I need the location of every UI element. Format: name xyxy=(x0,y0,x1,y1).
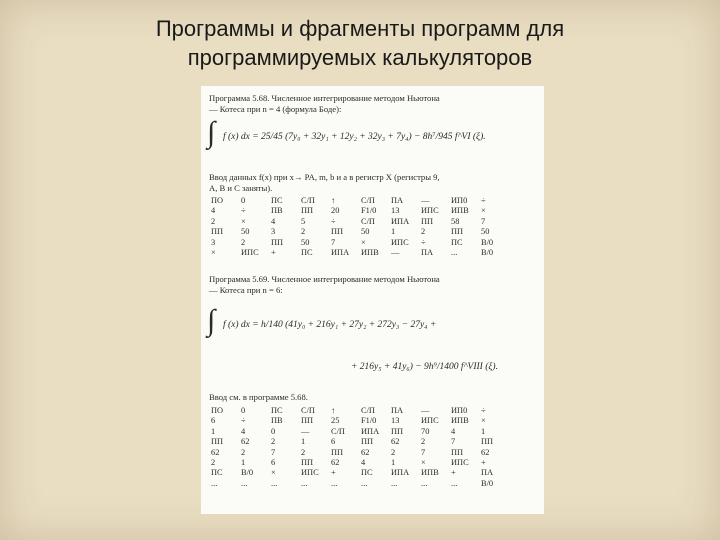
code-cell: ИПВ xyxy=(451,206,469,216)
code-cell: 50 xyxy=(481,227,490,237)
prog2-heading-line-1: Программа 5.69. Численное интегрирование методом Ньютона xyxy=(209,274,440,284)
prog2-input-line: Ввод см. в программе 5.68. xyxy=(209,392,308,402)
code-cell: ПС xyxy=(271,196,283,205)
code-cell: ÷ xyxy=(481,196,486,205)
prog2-formula-line-1: f (x) dx = h/140 (41y₀ + 216y₁ + 27y₂ + 272y₃ − 27y₄ + xyxy=(223,320,437,330)
code-cell: ПП xyxy=(451,447,464,457)
prog1-formula: f (x) dx = 25/45 (7y₀ + 32y₁ + 12y₂ + 32y₃ + 7y₄) − 8h⁷/945 f^VI (ξ). xyxy=(223,132,486,142)
code-row xyxy=(211,416,538,426)
prog2-formula-line-2: + 216y₅ + 41y₆) − 9h⁹/1400 f^VIII (ξ). xyxy=(351,362,498,372)
code-cell: 13 xyxy=(391,206,400,216)
code-cell: ПА xyxy=(391,406,404,415)
code-cell: В/0 xyxy=(241,468,254,478)
code-cell: ПА xyxy=(391,196,404,205)
code-cell: + xyxy=(481,457,486,467)
code-cell: ИПС xyxy=(301,468,319,478)
prog1-heading-line-1: Программа 5.68. Численное интегрирование методом Ньютона xyxy=(209,93,440,103)
code-cell: × xyxy=(481,416,486,426)
code-cell: ПП xyxy=(481,437,494,447)
code-cell: 2 xyxy=(391,447,396,457)
code-cell: В/0 xyxy=(481,237,494,247)
code-row xyxy=(211,196,538,206)
code-cell: ИПВ xyxy=(451,416,469,426)
code-cell: 62 xyxy=(241,437,250,447)
code-cell: × xyxy=(211,247,216,257)
code-cell: 2 xyxy=(211,216,216,226)
code-cell: 6 xyxy=(331,437,336,447)
code-cell: 3 xyxy=(271,227,276,237)
code-cell: — xyxy=(301,426,310,436)
code-row xyxy=(211,248,538,258)
code-cell: 2 xyxy=(241,237,246,247)
code-cell: 1 xyxy=(301,437,306,447)
code-cell: ↑ xyxy=(331,406,336,415)
code-cell: 3 xyxy=(211,237,216,247)
code-cell: 2 xyxy=(301,447,306,457)
code-cell: ... xyxy=(361,478,368,488)
code-cell: ПА xyxy=(481,468,494,478)
code-cell: + xyxy=(451,468,456,478)
prog1-input-line-2: A, B и C заняты). xyxy=(209,183,273,193)
code-row xyxy=(211,479,538,489)
code-row xyxy=(211,458,538,468)
code-row xyxy=(211,238,538,248)
code-cell: ... xyxy=(391,478,398,488)
code-cell: С/П xyxy=(361,196,375,205)
code-cell: ИПС xyxy=(241,247,259,257)
integral-sign-1: ∫ xyxy=(207,116,216,149)
code-row xyxy=(211,427,538,437)
code-cell: ↑ xyxy=(331,196,336,205)
code-cell: ... xyxy=(211,478,218,488)
code-cell: ... xyxy=(271,478,278,488)
code-row xyxy=(211,406,538,416)
code-cell: 7 xyxy=(271,447,276,457)
slide-title-line-2: программируемых калькуляторов xyxy=(187,45,533,70)
code-cell: 62 xyxy=(361,447,370,457)
code-cell: ИПА xyxy=(361,426,380,436)
code-row xyxy=(211,437,538,447)
code-cell: ПВ xyxy=(271,206,283,216)
code-cell: 4 xyxy=(361,457,366,467)
code-cell: ÷ xyxy=(421,237,426,247)
code-cell: ПП xyxy=(271,237,284,247)
code-cell: ПП xyxy=(211,227,224,237)
code-cell: ПА xyxy=(421,247,434,257)
code-cell: 2 xyxy=(301,227,306,237)
code-cell: ÷ xyxy=(331,216,336,226)
code-cell: ПС xyxy=(301,247,313,257)
code-cell: — xyxy=(421,406,430,415)
code-cell: ИПА xyxy=(331,247,350,257)
code-cell: ПС xyxy=(211,468,223,478)
integral-sign-2: ∫ xyxy=(207,304,216,337)
code-cell: ИПС xyxy=(421,416,439,426)
code-cell: + xyxy=(271,247,276,257)
code-row xyxy=(211,217,538,227)
code-cell: 0 xyxy=(241,406,246,415)
code-cell: ПП xyxy=(361,437,374,447)
code-cell: С/П xyxy=(301,196,315,205)
code-cell: 20 xyxy=(331,206,340,216)
code-cell: 2 xyxy=(421,437,426,447)
code-row xyxy=(211,448,538,458)
code-cell: ПВ xyxy=(271,416,283,426)
code-cell: 50 xyxy=(301,237,310,247)
code-cell: 50 xyxy=(241,227,250,237)
code-cell: С/П xyxy=(331,426,345,436)
code-cell: 0 xyxy=(271,426,276,436)
code-cell: 70 xyxy=(421,426,430,436)
code-cell: С/П xyxy=(301,406,315,415)
code-cell: ИПА xyxy=(391,468,410,478)
code-cell: ПС xyxy=(451,237,463,247)
code-cell: 2 xyxy=(241,447,246,457)
code-cell: 50 xyxy=(361,227,370,237)
code-cell: 2 xyxy=(211,457,216,467)
code-cell: × xyxy=(361,237,366,247)
code-cell: ... xyxy=(421,478,428,488)
code-cell: ... xyxy=(451,247,458,257)
code-cell: 58 xyxy=(451,216,460,226)
code-row xyxy=(211,227,538,237)
code-cell: ПП xyxy=(211,437,224,447)
code-cell: ПС xyxy=(361,468,373,478)
code-cell: 5 xyxy=(301,216,306,226)
code-cell: В/0 xyxy=(481,478,494,488)
code-cell: 1 xyxy=(241,457,246,467)
code-cell: ПС xyxy=(271,406,283,415)
code-cell: 13 xyxy=(391,416,400,426)
code-cell: 1 xyxy=(211,426,216,436)
code-row xyxy=(211,468,538,478)
code-cell: F1/0 xyxy=(361,206,377,216)
code-cell: 4 xyxy=(211,206,216,216)
code-cell: × xyxy=(271,468,276,478)
code-cell: ИПВ xyxy=(421,468,439,478)
code-cell: 4 xyxy=(271,216,276,226)
prog1-input-line-1: Ввод данных f(x) при x→ PA, m, b и a в регистр X (регистры 9, xyxy=(209,172,440,182)
code-cell: ПП xyxy=(301,457,314,467)
prog1-heading-line-2: — Котеса при n = 4 (формула Боде): xyxy=(209,104,342,114)
code-cell: 7 xyxy=(451,437,456,447)
code-cell: ÷ xyxy=(241,416,246,426)
code-cell: 1 xyxy=(391,227,396,237)
code-cell: × xyxy=(481,206,486,216)
code-cell: ПП xyxy=(331,227,344,237)
code-cell: 2 xyxy=(271,437,276,447)
slide-title xyxy=(60,14,660,72)
code-cell: ... xyxy=(451,478,458,488)
code-cell: ... xyxy=(241,478,248,488)
code-cell: + xyxy=(331,468,336,478)
code-cell: — xyxy=(421,196,430,205)
code-cell: ИП0 xyxy=(451,196,468,205)
code-cell: ПП xyxy=(391,426,404,436)
code-cell: ПП xyxy=(301,416,314,426)
code-cell: ÷ xyxy=(241,206,246,216)
code-cell: ИПВ xyxy=(361,247,379,257)
code-cell: × xyxy=(421,457,426,467)
code-cell: 62 xyxy=(481,447,490,457)
code-cell: ... xyxy=(301,478,308,488)
code-cell: 7 xyxy=(421,447,426,457)
code-cell: 4 xyxy=(241,426,246,436)
scanned-page xyxy=(201,86,544,514)
code-cell: ПП xyxy=(331,447,344,457)
code-cell: С/П xyxy=(361,406,375,415)
code-cell: 0 xyxy=(241,196,246,205)
code-cell: В/0 xyxy=(481,247,494,257)
slide-title-line-1: Программы и фрагменты программ для xyxy=(155,16,565,41)
program-code-grid-2 xyxy=(211,406,538,489)
code-cell: ПО xyxy=(211,406,224,415)
code-cell: 1 xyxy=(391,457,396,467)
code-cell: ИПС xyxy=(391,237,409,247)
code-cell: ИПС xyxy=(451,457,469,467)
code-cell: ... xyxy=(331,478,338,488)
code-cell: 2 xyxy=(421,227,426,237)
program-code-grid-1 xyxy=(211,196,538,258)
code-row xyxy=(211,206,538,216)
code-cell: 62 xyxy=(211,447,220,457)
code-cell: 4 xyxy=(451,426,456,436)
code-cell: ПП xyxy=(301,206,314,216)
code-cell: ПП xyxy=(421,216,434,226)
code-cell: 62 xyxy=(391,437,400,447)
code-cell: ÷ xyxy=(481,406,486,415)
code-cell: 1 xyxy=(481,426,486,436)
code-cell: × xyxy=(241,216,246,226)
code-cell: F1/0 xyxy=(361,416,377,426)
code-cell: 7 xyxy=(331,237,336,247)
code-cell: ИПС xyxy=(421,206,439,216)
code-cell: 6 xyxy=(271,457,276,467)
code-cell: — xyxy=(391,247,400,257)
code-cell: ИПА xyxy=(391,216,410,226)
code-cell: 6 xyxy=(211,416,216,426)
code-cell: 25 xyxy=(331,416,340,426)
code-cell: ИП0 xyxy=(451,406,468,415)
code-cell: С/П xyxy=(361,216,375,226)
code-cell: ПО xyxy=(211,196,224,205)
code-cell: 7 xyxy=(481,216,486,226)
code-cell: 62 xyxy=(331,457,340,467)
prog2-heading-line-2: — Котеса при n = 6: xyxy=(209,285,283,295)
code-cell: ПП xyxy=(451,227,464,237)
